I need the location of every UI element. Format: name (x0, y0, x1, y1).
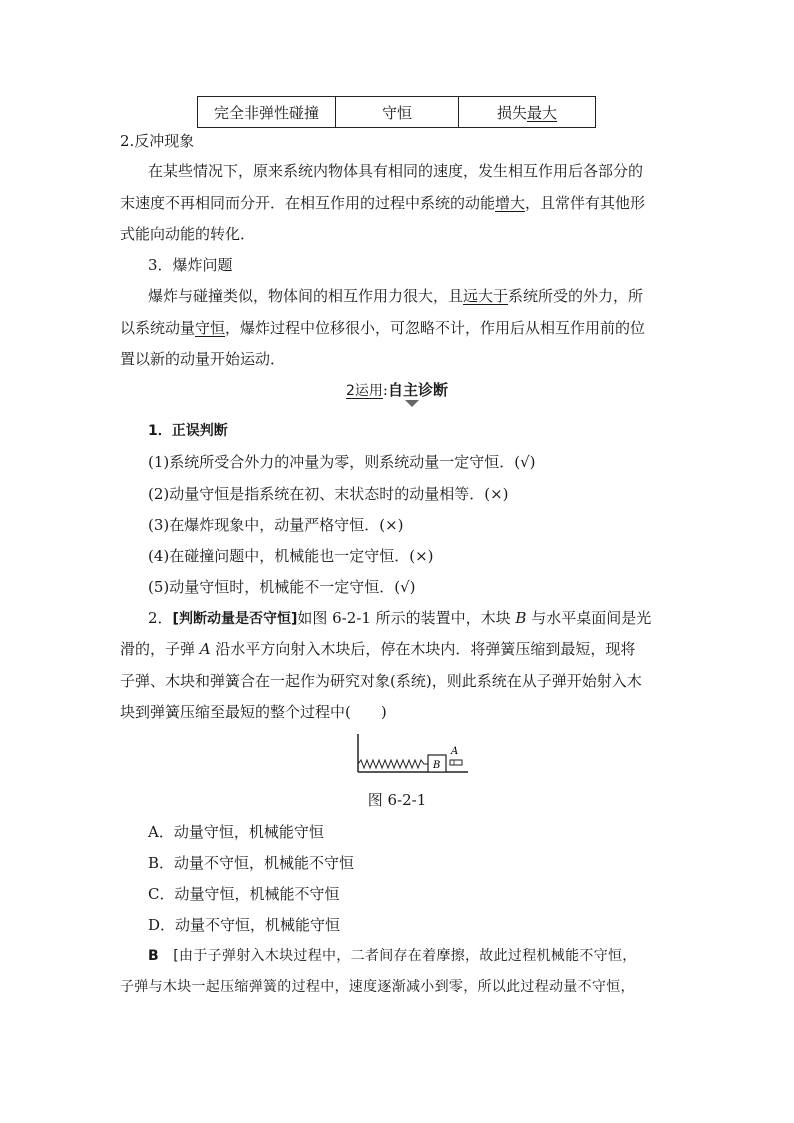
table-cell-type (198, 97, 336, 128)
q2-tag: [判断动量是否守恒] (172, 611, 298, 627)
underlined-text: 增大 (495, 194, 526, 212)
text: 系统所受的外力，所 (508, 287, 644, 305)
text: 如图 6-2-1 所示的装置中，木块 (297, 609, 516, 627)
section-separator: : (382, 381, 388, 399)
explosion-line-1 (148, 286, 643, 306)
text: 以系统动量 (120, 319, 196, 337)
block-b-label: B (433, 760, 441, 771)
bullet-a (450, 760, 462, 765)
text: 末速度不再相同而分开．在相互作用的过程中系统的动能 (120, 194, 496, 212)
text: B (515, 609, 527, 627)
underlined-text: 守恒 (195, 319, 226, 337)
option-b: B．动量不守恒，机械能不守恒 (148, 854, 355, 872)
q2-line-2 (120, 639, 635, 659)
cell-text: 守恒 (381, 103, 412, 122)
judge-item-2: (2)动量守恒是指系统在初、末状态时的动量相等．(×) (148, 485, 509, 503)
recoil-heading: 2.反冲现象 (120, 132, 195, 150)
answer-letter: B (148, 948, 159, 964)
judge-item-1: (1)系统所受合外力的冲量为零，则系统动量一定守恒．(√) (148, 453, 536, 471)
section-title (0, 380, 794, 401)
text: ，爆炸过程中位移很小，可忽略不计，作用后从相互作用前的位 (225, 319, 646, 337)
underlined-text: 远大于 (463, 287, 509, 305)
text: 与水平桌面间是光 (526, 609, 652, 627)
q2-number: 2． (148, 609, 173, 627)
answer-line-2: 子弹与木块一起压缩弹簧的过程中，速度逐渐减小到零，所以此过程动量不守恒， (120, 979, 635, 995)
explosion-line-2 (120, 318, 645, 338)
judge-item-5: (5)动量守恒时，机械能不一定守恒．(√) (148, 578, 416, 596)
text: 沿水平方向射入木块后，停在木块内．将弹簧压缩到最短，现将 (210, 640, 636, 658)
table-cell-energy (459, 97, 596, 128)
judge-item-3: (3)在爆炸现象中，动量严格守恒．(×) (148, 516, 404, 534)
option-d: D．动量不守恒，机械能守恒 (148, 916, 341, 934)
answer-line-1 (148, 946, 637, 966)
q2-line-3: 子弹、木块和弹簧合在一起作为研究对象(系统)，则此系统在从子弹开始射入木 (120, 672, 642, 690)
judge-item-4: (4)在碰撞问题中，机械能也一定守恒．(×) (148, 547, 434, 565)
section-marker-triangle-icon (405, 400, 419, 407)
explosion-line-3: 置以新的动量开始运动． (120, 350, 286, 368)
recoil-line-1: 在某些情况下，原来系统内物体具有相同的速度，发生相互作用后各部分的 (148, 162, 644, 180)
text: 爆炸与碰撞类似，物体间的相互作用力很大，且 (148, 287, 464, 305)
bullet-a-label: A (451, 746, 459, 757)
cell-text-underlined: 最大 (527, 103, 558, 122)
q2-line-4: 块到弹簧压缩至最短的整个过程中( ) (120, 703, 387, 721)
section-title-text: 自主诊断 (387, 381, 448, 399)
spring-icon (358, 760, 428, 768)
spring-block-figure (350, 730, 470, 778)
section-number: 2运用 (346, 383, 383, 399)
table-row (198, 97, 596, 128)
cell-text: 完全非弹性碰撞 (213, 103, 319, 122)
judge-heading: 1．正误判断 (148, 423, 228, 439)
table-cell-momentum (336, 97, 459, 128)
collision-table (197, 96, 596, 128)
text: ，且常伴有其他形 (525, 194, 646, 212)
explosion-heading: 3．爆炸问题 (148, 256, 233, 274)
answer-text: [由于子弹射入木块过程中，二者间存在着摩擦，故此过程机械能不守恒， (173, 948, 637, 964)
option-c: C．动量守恒，机械能不守恒 (148, 885, 340, 903)
recoil-line-3: 式能向动能的转化． (120, 225, 256, 243)
recoil-line-2 (120, 193, 645, 213)
q2-line-1 (148, 608, 651, 629)
cell-text: 损失 (496, 103, 527, 122)
figure-caption: 图 6-2-1 (367, 791, 427, 809)
option-a: A．动量守恒，机械能守恒 (148, 823, 324, 841)
text: 滑的，子弹 (120, 640, 200, 658)
text: A (199, 640, 211, 658)
